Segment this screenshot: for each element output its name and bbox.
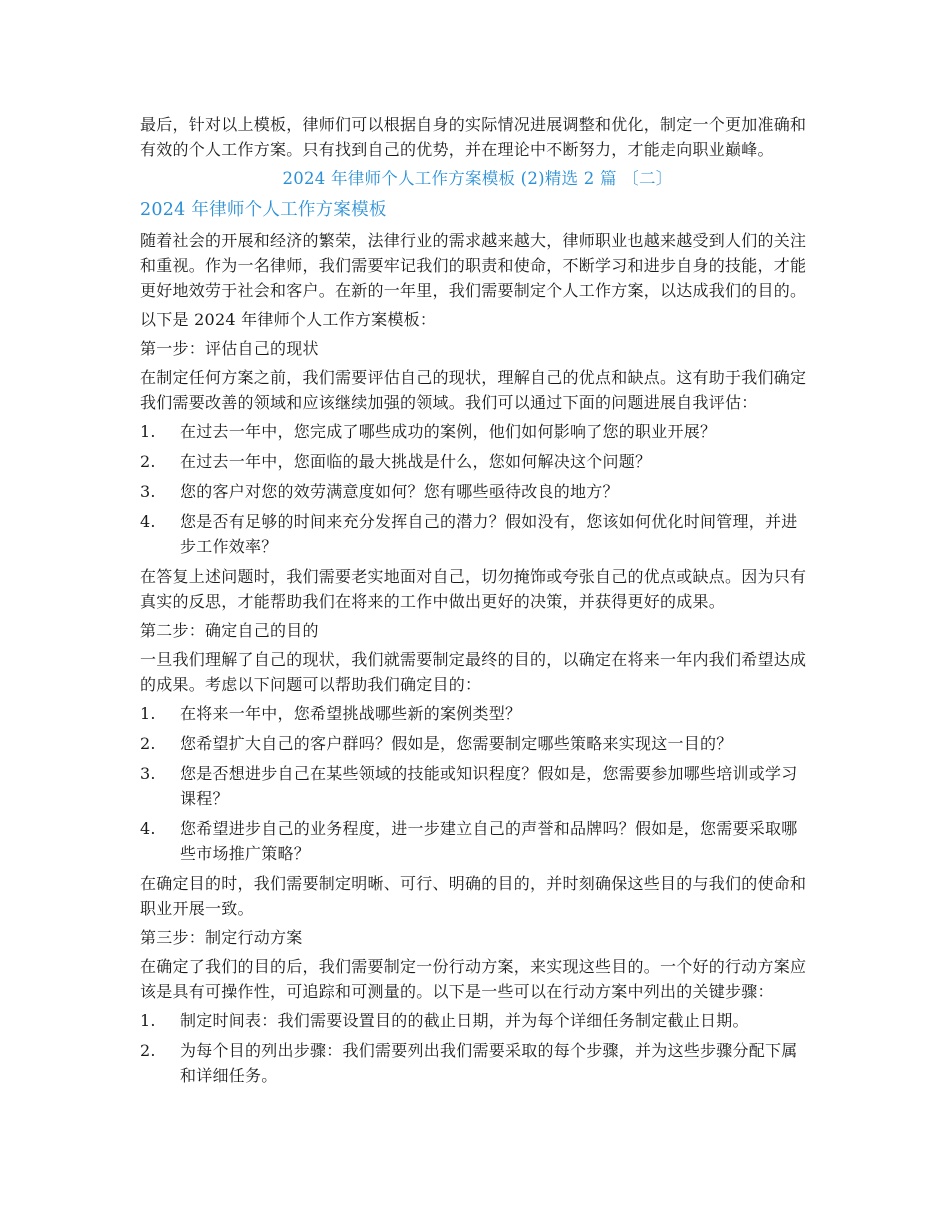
template-intro: 以下是 2024 年律师个人工作方案模板：	[140, 310, 437, 329]
text-line: 最后，针对以上模板，律师们可以根据自身的实际情况进展调整和优化，制定一个更加准确和	[140, 115, 807, 134]
step3-list	[140, 1008, 815, 1088]
step1-title: 第一步：评估自己的现状	[140, 339, 319, 358]
list-item	[140, 1038, 815, 1088]
text-line: 职业开展一致。	[140, 899, 254, 918]
step2-intro	[140, 647, 815, 697]
step2-conclusion	[140, 871, 815, 921]
list-text: 步工作效率？	[180, 537, 278, 556]
list-item	[140, 449, 815, 474]
text-line: 随着社会的开展和经济的繁荣，法律行业的需求越来越大，律师职业也越来越受到人们的关注	[140, 231, 807, 250]
list-text: 您是否想进步自己在某些领域的技能或知识程度？假如是，您需要参加哪些培训或学习	[180, 764, 798, 783]
document-content	[140, 112, 815, 1093]
list-text: 您希望进步自己的业务程度，进一步建立自己的声誉和品牌吗？假如是，您需要采取哪	[180, 819, 798, 838]
text-line: 我们需要改善的领域和应该继续加强的领域。我们可以通过下面的问题进展自我评估：	[140, 393, 758, 412]
list-number: 4.	[140, 819, 156, 838]
list-number: 1.	[140, 1011, 156, 1030]
step3-intro	[140, 954, 815, 1004]
list-item	[140, 509, 815, 559]
step1-list	[140, 419, 815, 559]
step2-list	[140, 701, 815, 866]
step1-intro	[140, 365, 815, 415]
step1-conclusion	[140, 564, 815, 614]
list-item	[140, 1008, 815, 1033]
text-line: 在制定任何方案之前，我们需要评估自己的现状，理解自己的优点和缺点。这有助于我们确定	[140, 368, 807, 387]
list-text: 在过去一年中，您完成了哪些成功的案例，他们如何影响了您的职业开展？	[180, 422, 717, 441]
list-item	[140, 479, 815, 504]
list-item	[140, 816, 815, 866]
list-number: 3.	[140, 482, 156, 501]
text-line: 在确定了我们的目的后，我们需要制定一份行动方案，来实现这些目的。一个好的行动方案应	[140, 957, 807, 976]
list-number: 3.	[140, 764, 156, 783]
list-number: 1.	[140, 422, 156, 441]
text-line: 的成果。考虑以下问题可以帮助我们确定目的：	[140, 675, 482, 694]
step3-title: 第三步：制定行动方案	[140, 928, 303, 947]
list-item	[140, 419, 815, 444]
list-item	[140, 761, 815, 811]
list-number: 4.	[140, 512, 156, 531]
step2-title: 第二步：确定自己的目的	[140, 621, 319, 640]
text-line: 一旦我们理解了自己的现状，我们就需要制定最终的目的，以确定在将来一年内我们希望达成	[140, 650, 807, 669]
list-text: 您希望扩大自己的客户群吗？假如是，您需要制定哪些策略来实现这一目的？	[180, 734, 733, 753]
text-line: 有效的个人工作方案。只有找到自己的优势，并在理论中不断努力，才能走向职业巅峰。	[140, 140, 774, 159]
list-text: 在将来一年中，您希望挑战哪些新的案例类型？	[180, 704, 522, 723]
list-number: 1.	[140, 704, 156, 723]
list-number: 2.	[140, 734, 156, 753]
section-heading: 2024 年律师个人工作方案模板 (2)精选 2 篇 〔二〕	[282, 169, 673, 188]
doc-title: 2024 年律师个人工作方案模板	[140, 200, 387, 220]
list-number: 2.	[140, 452, 156, 471]
intro-paragraph	[140, 112, 815, 162]
text-line: 更好地效劳于社会和客户。在新的一年里，我们需要制定个人工作方案，以达成我们的目的。	[140, 281, 807, 300]
list-text: 些市场推广策略？	[180, 844, 311, 863]
list-text: 为每个目的列出步骤：我们需要列出我们需要采取的每个步骤，并为这些步骤分配下属	[180, 1041, 798, 1060]
list-text: 和详细任务。	[180, 1066, 278, 1085]
text-line: 真实的反思，才能帮助我们在将来的工作中做出更好的决策，并获得更好的成果。	[140, 592, 726, 611]
list-item	[140, 731, 815, 756]
list-number: 2.	[140, 1041, 156, 1060]
list-item	[140, 701, 815, 726]
text-line: 在确定目的时，我们需要制定明晰、可行、明确的目的，并时刻确保这些目的与我们的使命和	[140, 874, 807, 893]
list-text: 在过去一年中，您面临的最大挑战是什么，您如何解决这个问题？	[180, 452, 652, 471]
text-line: 和重视。作为一名律师，我们需要牢记我们的职责和使命，不断学习和进步自身的技能，才能	[140, 256, 807, 275]
opening-paragraph	[140, 228, 815, 303]
text-line: 在答复上述问题时，我们需要老实地面对自己，切勿掩饰或夸张自己的优点或缺点。因为只有	[140, 567, 807, 586]
list-text: 您是否有足够的时间来充分发挥自己的潜力？假如没有，您该如何优化时间管理，并进	[180, 512, 798, 531]
list-text: 课程？	[180, 789, 229, 808]
list-text: 您的客户对您的效劳满意度如何？您有哪些亟待改良的地方？	[180, 482, 619, 501]
list-text: 制定时间表：我们需要设置目的的截止日期，并为每个详细任务制定截止日期。	[180, 1011, 749, 1030]
text-line: 该是具有可操作性，可追踪和可测量的。以下是一些可以在行动方案中列出的关键步骤：	[140, 982, 774, 1001]
